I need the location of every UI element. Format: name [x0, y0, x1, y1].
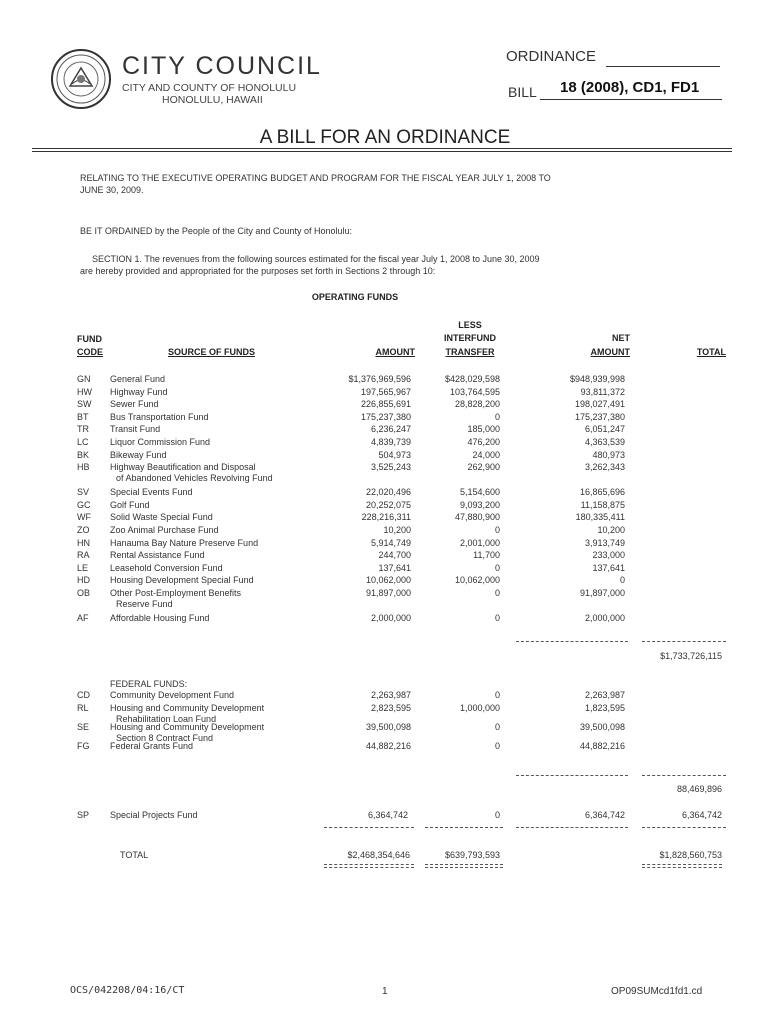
fund-code: BK: [77, 449, 90, 460]
operating-subtotal: $1,733,726,115: [660, 651, 722, 661]
grand-total-sum: $1,828,560,753: [659, 850, 722, 860]
ordinance-label: ORDINANCE: [506, 48, 597, 65]
fund-name: General Fund: [110, 374, 166, 384]
fund-amount: 2,000,000: [370, 613, 411, 623]
title-rule-bottom: [32, 151, 732, 152]
fund-transfer: 10,062,000: [454, 575, 500, 586]
fund-transfer: 103,764,595: [449, 386, 500, 397]
fund-code: GN: [77, 374, 91, 384]
fund-code: FG: [77, 741, 90, 751]
council-subtitle-1: CITY AND COUNTY OF HONOLULU: [122, 82, 297, 94]
fund-name: Highway Beautification and Disposal: [110, 462, 256, 473]
fund-net-amount: 2,000,000: [584, 613, 625, 623]
fund-code: GC: [77, 499, 91, 510]
fund-net-amount: 175,237,380: [574, 411, 625, 422]
special-amount: 6,364,742: [367, 810, 408, 820]
fund-code: RA: [77, 550, 90, 561]
federal-rule-net: [516, 775, 628, 776]
fund-transfer: 476,200: [467, 437, 500, 447]
fund-net-amount: 44,882,216: [579, 741, 625, 751]
special-total: 6,364,742: [681, 810, 722, 820]
fund-name: Affordable Housing Fund: [110, 613, 210, 623]
fund-amount: 244,700: [378, 550, 411, 561]
title-rule-top: [32, 148, 732, 149]
fund-code: ZO: [77, 525, 90, 535]
special-code: SP: [77, 810, 90, 820]
fund-transfer: 0: [494, 721, 500, 732]
subtotal-rule-total: [642, 641, 726, 642]
fund-name: Sewer Fund: [110, 399, 159, 410]
fund-name: Community Development Fund: [110, 690, 235, 700]
fund-code: HB: [77, 462, 90, 473]
fund-code: AF: [77, 613, 89, 623]
ordinance-line: [606, 66, 720, 67]
bill-label: BILL: [508, 84, 537, 100]
fund-code: BT: [77, 411, 89, 422]
fund-amount: 5,914,749: [370, 537, 411, 548]
fund-name: Special Events Fund: [110, 487, 193, 498]
fund-amount: 3,525,243: [370, 462, 411, 473]
fund-transfer: 1,000,000: [459, 702, 500, 713]
col-net: NET: [612, 333, 630, 343]
fund-net-amount: 4,363,539: [584, 437, 625, 447]
fund-name: Leasehold Conversion Fund: [110, 562, 223, 573]
relating-line-1: RELATING TO THE EXECUTIVE OPERATING BUDGET AND PROGRAM FOR THE FISCAL YEAR JULY 1, 2008 TO: [80, 173, 551, 183]
fund-transfer: 2,001,000: [459, 537, 500, 548]
fund-amount: 137,641: [378, 562, 411, 573]
fund-amount: 175,237,380: [360, 411, 411, 422]
fund-net-amount: 11,158,875: [580, 499, 625, 510]
fund-net-amount: 480,973: [592, 449, 625, 460]
col-transfer: TRANSFER: [445, 347, 495, 357]
document-title: A BILL FOR AN ORDINANCE: [259, 127, 511, 148]
grand-dbl-amount: [324, 864, 414, 868]
fund-name: Housing and Community Development: [110, 702, 265, 713]
fund-amount: 6,236,247: [370, 424, 411, 435]
fund-name: Federal Grants Fund: [110, 741, 194, 751]
fund-name: Bikeway Fund: [110, 449, 167, 460]
council-title: CITY COUNCIL: [122, 52, 322, 80]
fund-amount: $1,376,969,596: [348, 374, 411, 384]
fund-transfer: 11,700: [473, 550, 500, 561]
fund-name: Golf Fund: [110, 499, 150, 510]
grand-total-transfer: $639,793,593: [444, 850, 500, 860]
fund-amount: 91,897,000: [365, 588, 411, 598]
special-transfer: 0: [494, 810, 500, 820]
fund-net-amount: 0: [619, 575, 625, 586]
fund-name: Solid Waste Special Fund: [110, 512, 213, 523]
col-interfund: INTERFUND: [444, 333, 496, 343]
fund-net-amount: 1,823,595: [584, 702, 625, 713]
fund-code: HW: [77, 386, 92, 397]
fund-net-amount: 3,913,749: [584, 537, 625, 548]
page-number: 1: [382, 986, 388, 997]
relating-line-2: JUNE 30, 2009.: [80, 185, 144, 195]
fund-net-amount: 180,335,411: [575, 512, 625, 523]
fund-transfer: 28,828,200: [454, 399, 500, 410]
fund-code: SE: [77, 721, 90, 732]
fund-code: TR: [77, 424, 89, 435]
fund-amount: 4,839,739: [370, 437, 411, 447]
fund-transfer: 185,000: [467, 424, 500, 435]
grand-rule-transfer: [425, 827, 503, 828]
fund-net-amount: 39,500,098: [579, 721, 625, 732]
fund-amount: 39,500,098: [365, 721, 411, 732]
city-seal-logo: [50, 48, 112, 110]
fund-transfer: 0: [494, 525, 500, 535]
fund-amount: 22,020,496: [365, 487, 411, 498]
fund-transfer: 0: [494, 741, 500, 751]
fund-net-amount: 93,811,372: [580, 386, 625, 397]
fund-code: SV: [77, 487, 90, 498]
section1-line-2: are hereby provided and appropriated for the purposes set forth in Sections 2 through 10:: [80, 266, 436, 276]
fund-transfer: 0: [494, 613, 500, 623]
fund-net-amount: 10,200: [597, 525, 625, 535]
fund-amount: 10,062,000: [365, 575, 411, 586]
col-code: CODE: [77, 347, 104, 357]
grand-rule-net: [516, 827, 628, 828]
fund-name: Other Post-Employment Benefits: [110, 588, 242, 598]
grand-dbl-transfer: [425, 864, 503, 868]
fund-net-amount: 233,000: [592, 550, 625, 561]
fund-name: Rental Assistance Fund: [110, 550, 205, 561]
federal-subtotal: 88,469,896: [676, 784, 722, 794]
fund-name-continued: Reserve Fund: [116, 599, 173, 609]
fund-transfer: 0: [494, 690, 500, 700]
fund-amount: 504,973: [378, 449, 411, 460]
fund-name: Transit Fund: [110, 424, 161, 435]
federal-funds-heading: FEDERAL FUNDS:: [110, 679, 188, 689]
footer-reference: OCS/042208/04:16/CT: [70, 985, 185, 996]
fund-code: HN: [77, 537, 90, 548]
grand-rule-amount: [324, 827, 414, 828]
grand-dbl-total: [642, 864, 722, 868]
fund-name: Zoo Animal Purchase Fund: [110, 525, 219, 535]
fund-amount: 228,216,311: [361, 512, 411, 523]
fund-transfer: 47,880,900: [454, 512, 500, 523]
fund-transfer: 0: [494, 562, 500, 573]
fund-transfer: 24,000: [472, 449, 500, 460]
fund-name: Housing Development Special Fund: [110, 575, 254, 586]
fund-transfer: 0: [494, 588, 500, 598]
fund-name: Bus Transportation Fund: [110, 411, 209, 422]
fund-code: WF: [77, 512, 91, 523]
fund-transfer: $428,029,598: [444, 374, 500, 384]
fund-code: LC: [77, 437, 89, 447]
col-source: SOURCE OF FUNDS: [168, 347, 256, 357]
fund-net-amount: 137,641: [592, 562, 625, 573]
fund-transfer: 9,093,200: [459, 499, 500, 510]
fund-name: Housing and Community Development: [110, 721, 265, 732]
fund-code: RL: [77, 702, 89, 713]
fund-amount: 2,823,595: [370, 702, 411, 713]
fund-code: CD: [77, 690, 90, 700]
fund-code: HD: [77, 575, 90, 586]
council-subtitle-2: HONOLULU, HAWAII: [162, 94, 263, 106]
fund-name: Highway Fund: [110, 386, 168, 397]
fund-code: SW: [77, 399, 92, 410]
col-amount: AMOUNT: [375, 347, 415, 357]
fund-net-amount: 16,865,696: [579, 487, 625, 498]
fund-net-amount: 6,051,247: [584, 424, 625, 435]
fund-name-continued: Section 8 Contract Fund: [116, 732, 214, 743]
fund-transfer: 262,900: [467, 462, 500, 473]
fund-code: OB: [77, 588, 91, 598]
bill-number: 18 (2008), CD1, FD1: [560, 79, 700, 96]
fund-amount: 10,200: [383, 525, 411, 535]
fund-name-continued: of Abandoned Vehicles Revolving Fund: [116, 473, 273, 484]
be-it-ordained: BE IT ORDAINED by the People of the City and County of Honolulu:: [80, 226, 352, 236]
fund-net-amount: 198,027,491: [574, 399, 625, 410]
fund-net-amount: 3,262,343: [584, 462, 625, 473]
fund-amount: 20,252,075: [365, 499, 411, 510]
fund-name: Liquor Commission Fund: [110, 437, 211, 447]
fund-amount: 226,855,691: [360, 399, 411, 410]
fund-amount: 197,565,967: [360, 386, 411, 397]
col-less: LESS: [458, 320, 482, 330]
footer-filename: OP09SUMcd1fd1.cd: [611, 986, 703, 997]
fund-amount: 2,263,987: [370, 690, 411, 700]
bill-line: [540, 99, 722, 100]
fund-name-continued: Rehabilitation Loan Fund: [116, 713, 217, 724]
grand-total-amount: $2,468,354,646: [347, 850, 410, 860]
fund-name: Hanauma Bay Nature Preserve Fund: [110, 537, 259, 548]
fund-transfer: 5,154,600: [459, 487, 500, 498]
fund-transfer: 0: [494, 411, 500, 422]
fund-code: LE: [77, 562, 89, 573]
grand-rule-total: [642, 827, 726, 828]
section1-line-1: SECTION 1. The revenues from the following sources estimated for the fiscal year July 1, 2008 to June 30, 2009: [92, 254, 540, 264]
fund-amount: 44,882,216: [365, 741, 411, 751]
col-fund: FUND: [77, 334, 102, 344]
fund-net-amount: 2,263,987: [584, 690, 625, 700]
federal-rule-total: [642, 775, 726, 776]
special-name: Special Projects Fund: [110, 810, 198, 820]
special-net: 6,364,742: [584, 810, 625, 820]
col-total: TOTAL: [696, 347, 726, 357]
fund-net-amount: $948,939,998: [569, 374, 625, 384]
col-net-amount: AMOUNT: [590, 347, 630, 357]
operating-funds-heading: OPERATING FUNDS: [311, 292, 399, 302]
fund-net-amount: 91,897,000: [579, 588, 625, 598]
grand-total-label: TOTAL: [120, 850, 149, 860]
subtotal-rule-net: [516, 641, 628, 642]
